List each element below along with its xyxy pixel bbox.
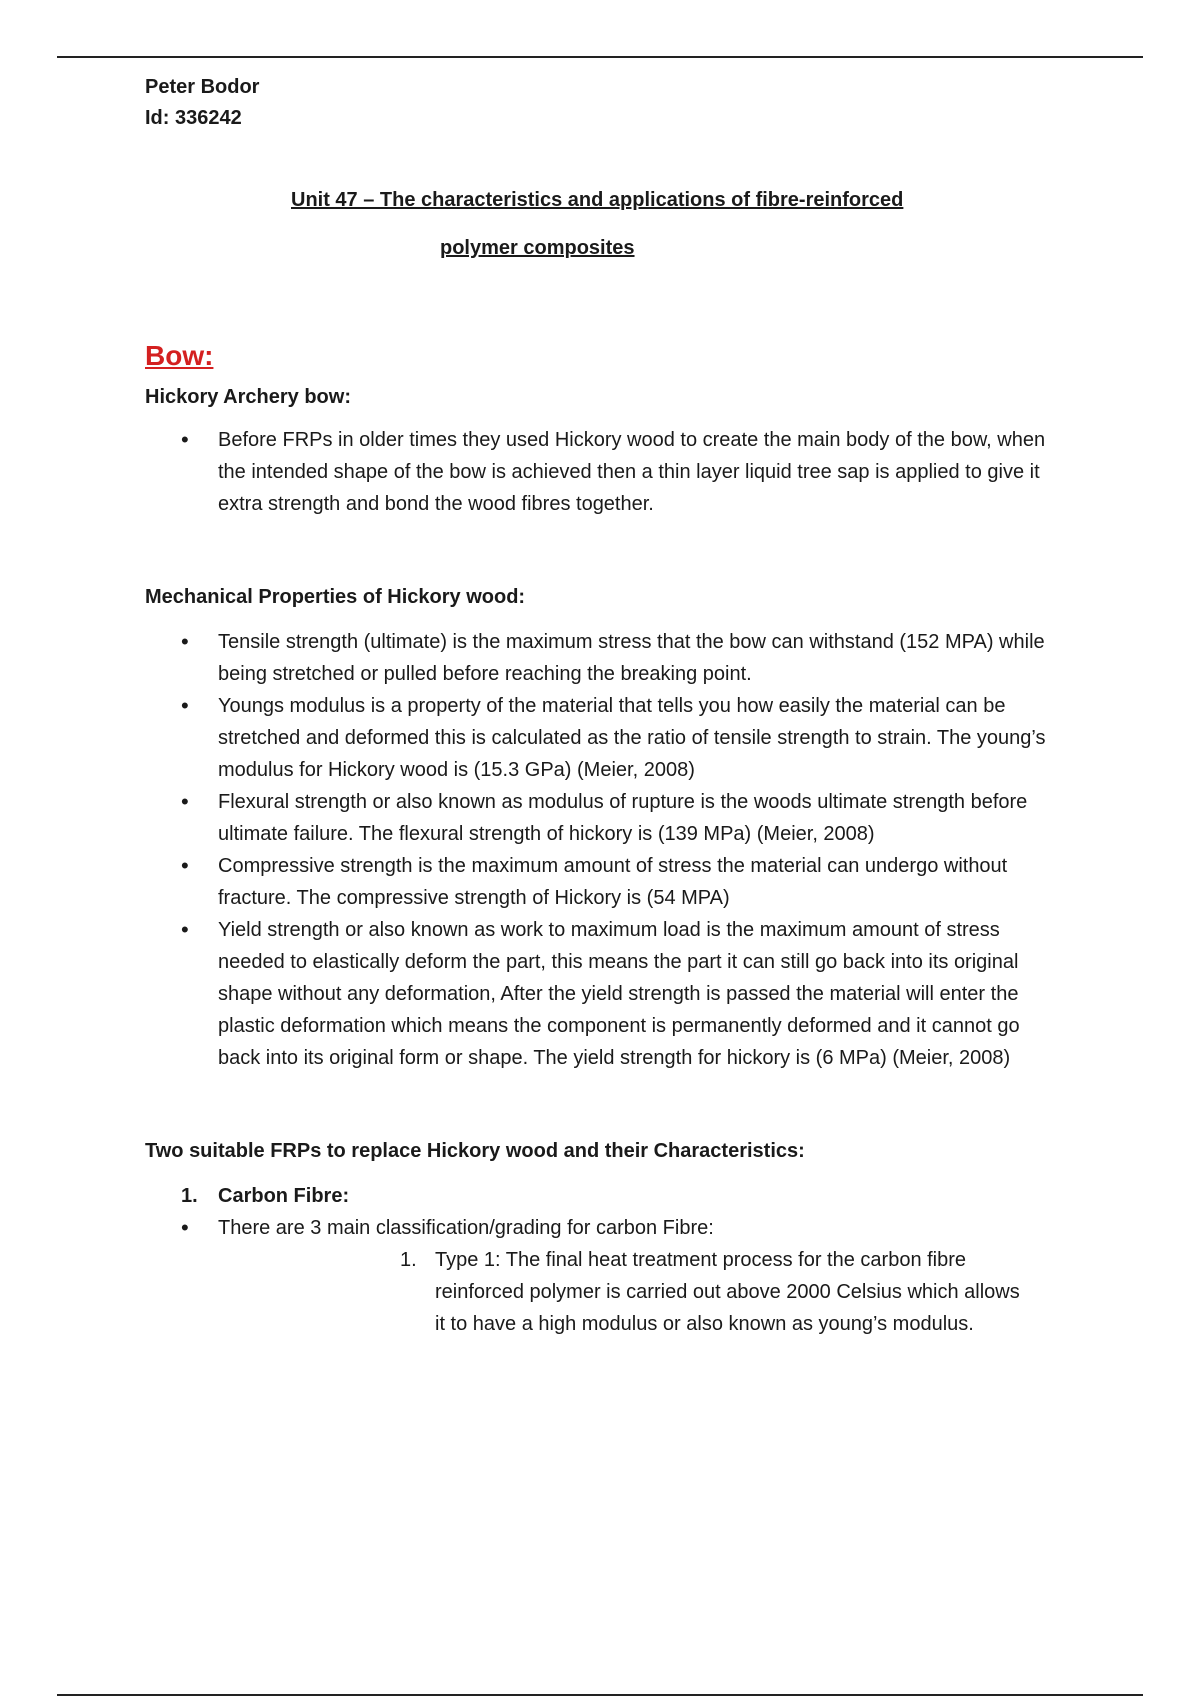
author-id: Id: 336242 [145, 107, 242, 129]
list-item: • Before FRPs in older times they used Hickory wood to create the main body of the bow, when the intended shape of the bow is achieved then a thin layer liquid tree sap is applied to give it extra strength and bond the wood fibres together. [145, 424, 1065, 520]
top-rule [57, 56, 1143, 58]
section-heading-bow: Bow: [145, 340, 214, 371]
author-name: Peter Bodor [145, 76, 260, 98]
document-body [145, 336, 1065, 1340]
item-number: 1. [400, 1249, 417, 1271]
author-header [145, 72, 259, 134]
item-label: Carbon Fibre: [218, 1185, 350, 1207]
list-item: • Yield strength or also known as work to maximum load is the maximum amount of stress needed to elastically deform the part, this means the part it can still go back into its original shape without any deformation, After the yield strength is passed the material will enter the plastic deformation which means the component is permanently deformed and it cannot go back into its original form or shape. The yield strength for hickory is (6 MPa) (Meier, 2008) [145, 914, 1065, 1074]
list-item: • Flexural strength or also known as modulus of rupture is the woods ultimate strength before ultimate failure. The flexural strength of hickory is (139 MPa) (Meier, 2008) [145, 786, 1065, 850]
bottom-rule [57, 1694, 1143, 1696]
list-item: • Youngs modulus is a property of the material that tells you how easily the material can be stretched and deformed this is calculated as the ratio of tensile strength to strain. The young’s modulus for Hickory wood is (15.3 GPa) (Meier, 2008) [145, 690, 1065, 786]
numbered-item-carbon-fibre [145, 1180, 1065, 1212]
carbon-type-item [145, 1244, 1035, 1340]
title-line-1: Unit 47 – The characteristics and applications of fibre-reinforced [291, 189, 904, 211]
frp-replacement-heading: Two suitable FRPs to replace Hickory wood and their Characteristics: [145, 1140, 805, 1162]
item-number: 1. [181, 1185, 198, 1207]
carbon-fibre-list [145, 1212, 1065, 1244]
hickory-bullet-list [145, 424, 1065, 520]
list-item: • Compressive strength is the maximum amount of stress the material can undergo without fracture. The compressive strength of Hickory is (54 MPA) [145, 850, 1065, 914]
mechanical-properties-heading: Mechanical Properties of Hickory wood: [145, 586, 526, 608]
hickory-archery-heading: Hickory Archery bow: [145, 386, 351, 408]
item-text: Type 1: The final heat treatment process for the carbon fibre reinforced polymer is carried out above 2000 Celsius which allows it to have a high modulus or also known as young’s modulus. [435, 1249, 1020, 1335]
list-item: • Tensile strength (ultimate) is the maximum stress that the bow can withstand (152 MPA) while being stretched or pulled before reaching the breaking point. [145, 626, 1065, 690]
title-line-2: polymer composites [440, 237, 635, 259]
mechanical-properties-list [145, 626, 1065, 1074]
list-item: • There are 3 main classification/grading for carbon Fibre: [145, 1212, 1065, 1244]
